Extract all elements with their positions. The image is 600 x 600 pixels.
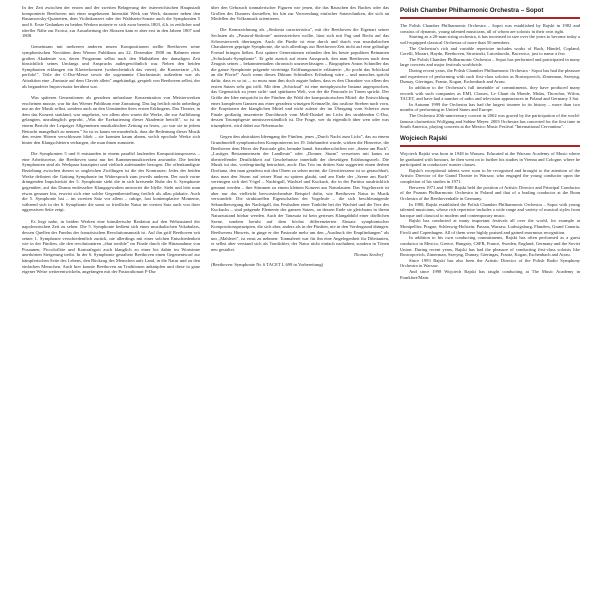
orchestra-paragraph: The Polish Chamber Philharmonic Orchestra – Sopot was established by Rajski in 1982 and consists of dynamic, young talented musicians, all of whom are soloists in their own right. (400, 23, 580, 34)
orchestra-paragraph: In Autumn 1999 the Orchestra has had the largest tournee in its history – more than two months of performing in United States and Europe. (400, 101, 580, 113)
english-biography-column (400, 5, 580, 596)
orchestra-paragraph: The Polish Chamber Philharmonic Orchestra – Sopot has performed and participated in many large concerts and major festivals worldwide. (400, 56, 580, 68)
conductor-paragraph: Wojciech Rajski was born in 1948 in Warsaw. Educated at the Warsaw Academy of Music where he graduated with honours, he then went on to further his studies in Vienna and Cologne, where he participated in conductors' master classes. (400, 150, 580, 168)
german-essay-column-2 (211, 5, 389, 596)
author-signature: Thomas Seedorf (353, 252, 383, 258)
essay-paragraph: Die Kennzeichnung als „Sinfonia caracteristica", mit der Beethoven die Eigenart seiner Sechsten als „Pastoral-Sinfonie" unterstreichen wollte, lässt sich mit Fug und Recht auf das Schwesterwerk übertragen. Auch die Fünfte ist eine durch und durch von musikalischen Charakteren geprägte Symphonie, die sich allerdings zur Beethoven-Zeit nicht auf eine geläufige Formel bringen ließen. Erst spätere Generationen erfanden den bis heute populären Beinamen „Schicksals-Symphonie". Er geht zurück auf einen Ausspruch, den man Beethoven nach dem Zeugnis seines – bekanntermaßen chronisch unzuverlässigen – Biographen Anton Schindler das die ganze Symphonie prägende viertönige Eröffnungsmotiv erläuterte: „So pocht das Schicksal an die Pforte!" Auch wenn dieses Diktum Schindlers Erfindung wäre – und manches spricht dafür, dass es so ist –, so muss man ihm doch zugute halten, dass es den Charakter vor allem des ersten Satzes sehr gut trifft. Mit dem „Schicksal" ist eine metaphysische Instanz angesprochen, das Gegenstück zu jener sicht- und spürbaren Welt, von der die Pastorale in Tönen spricht. Der Größe der Idee entspricht in der Fünften die Wahl der kompositorischen Mittel: die Entwicklung eines komplexen Ganzen aus einer geradezu winzigen Keimzelle, das rastlose Streben nach vorn, die Eruptionen der klanglichen Mittel und nicht zuletzt der im Übergang vom Scherzo zum Finale großartig inszenierte Durchbruch vom Moll-Dunkel ins Licht des strahlenden C-Dur, dessen Triumphgeste unmissverständlich ist. Die Frage, wer da eigentlich über wen oder was triumphiert, wird dabei zur Nebensache. (211, 27, 389, 129)
conductor-paragraph: In 1980, Rajski established the Polish Chamber Philharmonic Orchestra – Sopot with young talented musicians, whose rich repertoire includes a wide range and variety of musical styles from baroque and classical to modern and contemporary music. (400, 201, 580, 218)
essay-paragraph: Die Symphonien 5 und 6 entstanden in einem parallel laufenden Kompositionsprozess – eine Arbeitsweise, die Beethoven sonst nur bei Kammermusikwerken anwandte. Die beiden Symphonien sind als Werkpaar konzipiert und vielfach aufeinander bezogen. Die offenkundigste Beziehung zwischen diesen so ungleichen Zwillingen ist die des Kontrastes: Jedes der beiden Werke definiert die Gattung Symphonie im Widerspruch zum jeweils anderen. Der nach vorne drängenden Impulsivität der 5. Symphonie steht die in sich kreisende Ruhe der 6. Symphonie gegenüber, auf das Drama entfesselter Klangsgewalten antwortet die Idylle. Sieht und hört man etwas genauer hin, erweist sich eine solche Gegenüberstellung freilich als allzu plakativ. Auch die 5. Symphonie hat – im zweiten Satz vor allem – ruhige, fast kontemplative Momente, während sich in der 6. Symphonie die sonst so friedliche Natur im vierten Satz auch von ihrer aggressiven Seite zeigt. (22, 151, 200, 213)
conductor-paragraph: Rajski has conducted at many important festivals all over the world, for example at Montpellier, Prague, Schleswig-Holstein, Passau, Warsaw, Ludwigsburg, Flanders, Grand Canaria, Fivoli and Copenhagen. All of them were highly praised and gained enormous recognition. (400, 218, 580, 235)
german-essay-column-1 (22, 5, 200, 596)
heading-rule (400, 145, 580, 147)
recording-footnote: (Beethoven: Symphonie Nr. 6 TACET L 699 in Vorbereitung) (211, 262, 324, 268)
essay-paragraph: Gegen den abstrakten Ideengang der Fünften, jenes „Durch Nacht zum Licht", das zu einem Grundmodell symphonischen Komponierens im 19. Jahrhundert wurde, wirken die Hinweise, die Beethoven dem Hörer der Pastorale gibt, beinahe banal. Satzüberschriften wie „Szene am Bach", „Lustiges Beisammensein der Landleute" oder „Donner. Sturm" verweisen mit kaum zu übertreffender Deutlichkeit auf Geschehnisse innerhalb der dieseitigen Erfahrungswelt. Die Musik tut das, vordergründig betrachtet, auch: Das Trio im dritten Satz suggeriert einen derben Dorftanz, den man geradezu mit den Ohren zu sehen meint; die Gewitterszene ist so getauchhaft, dass man den Sturm auf seiner Haut zu spüren glaubt, und am Ende der „Szene am Bach" vereinigen sich drei Vögel – Nachtigall, Wachtel und Kuckuck, die in der Partitur ausdrücklich genannt werden – ihre Stimmen zu einem kleinen Konzert aus Naturlauten. Das Vogelterzett ist aber nur das vielleicht hervorstechendste Beispiel dafür, wie Beethoven Natur in Musik verwandelt: Die strukturellen Eigenschaften der Vogelrufe – die sich beschleunigende Sekundbewegung der Nachtigall, das Festhalten einer Tonhöhe bei der Wachtel und die Terz des Kuckucks – sind prägende Elemente des ganzen Satzes, an dessen Ende sie gleichsam in ihrem Naturzustand hörbar werden. Auch der Tanzsatz ist kein getreues Klangabbild einer dörflichen Szene, sondern beruht auf dem höchst differenzierten Einsatz symphonischer Kompositionsprinzipien, die sich aber, anders als in der Fünften, nie in den Vordergrund drängen. Beethovens Hinweis, in ginge er der Pastorale mehr um den „Ausdruck der Empfindungen" als um „Mahlerei", ist ernst zu nehmen: Tonmalerei war für ihn eine Angelegenheit für Dilettanten, er selbst aber verstand sich als Tondichter, der Natur nicht einfach nachahmt, sondern in Tönen neu gestaltet. (211, 134, 389, 252)
conductor-paragraph: In addition to his own conducting commitments, Rajski has often performed as a guest conductor in Mexico, Greece, Hungary, CSFR, France, Sweden, England, Germany and the Soviet Union. During recent years, Rajski has had the pleasure of conducting first-class soloists like Rostropovich, Zimerman, Szeryng, Dumay, Gieringas, Frantz, Kogan, Eschenbach and Arrau. (400, 235, 580, 258)
orchestra-heading: Polish Chamber Philharmonic Orchestra – Sopot (400, 7, 544, 14)
orchestra-paragraph: The Orchestra 20th-anniversary concert in 2002 was graced by the participation of the world-famous clarinettists Wolfgang and Sabine Meyer. 2003 Orchestra has concerted for the first time in South America, playing concerts at the Mexico Music Festival "International Cervantino". (400, 113, 580, 130)
conductor-paragraph: And since 1998 Wojciech Rajski has taught conducting at The Music Academy in Frankfurt/Main. (400, 269, 580, 280)
essay-paragraph: Gemeinsam mit mehreren anderen neuen Kompositionen stellte Beethoven seine symphonischen Novitäten dem Wiener Publikum am 22. Dezember 1808 im Rahmen einer großen Akademie vor, deren Programm selbst nach den Maßstäben der damaligen Zeit hinsichtlich seines Umfangs und Anspruchs außergewöhnlich war. Neben den beiden Symphonien erklangen ein Klavierkonzert (wahrscheinlich das vierte), die Konzertarie „Ah, perfido!", Teile der C-Dur-Messe sowie die sogenannte Chorfantasie; außerdem war als Attraktion eine „Fantasie auf dem Claviér allein" angekündigt, gespielt von Beethoven selbst, der als begnadeter Improvisator berühmt war. (22, 44, 200, 89)
orchestra-paragraph: During recent years, the Polish Chamber Philharmonic Orchestra - Sopot has had the pleasure and experience of performing with such first-class soloists as Rostropovich, Zimerman, Szeryng, Dumay, Gieringas, Frantz, Kogan, Eschenbach and Arrau. (400, 68, 580, 85)
essay-paragraph: Was späteren Generationen als geradezu unfassbare Konzentration von Meisterwerken erscheinen musste, war für das Wiener Publikum eine Zumutung. Das lag freilich nicht unbedingt nur an der Musik selbst, sondern auch an den Umständen ihres ersten Erklingens. Das Theater, in dem das Konzert stattfand, war ungeheizt, vor allem aber waren die Werke, die zur Aufführung gelangten, unzulänglich geprobt. „Was die Exekutierung dieser Akademie betrifft", so ist in einem Bericht der Leipziger Allgemeinen musikalischen Zeitung zu lesen, „so war sie in jedem Betracht mangelhaft zu nennen." So ist es kaum verwunderlich, dass die Bedeutung dieser Musik den ersten Hörern verschlossen blieb – sie konnten kaum ahnen, welch epochale Werke sich hinter den Klangschleiern verbargen, die man ihnen zumutete. (22, 94, 200, 145)
conductor-paragraph: Between 1971 and 1980 Rajski held the position of Artistic Director and Principal Conductor of the Poznan Philharmonic Orchestra in Poland and that of a leading conductor at the Bonn Orchestra of the Beethovenhalle in Germany. (400, 184, 580, 201)
orchestra-paragraph: In addition to the Orchestra's full timetable of commitments, they have produced many records with such companies as EMI, Classes, Le Chant du Monde, Midas, Thorofon, Wifon, TACET, and have had a number of radio and television appearances in Poland and Germany 3 Sat. (400, 84, 580, 102)
conductor-heading: Wojciech Rajski (400, 134, 447, 142)
conductor-paragraph: Rajski's exceptional talents were soon to be recognised and brought to the attention of the Artistic Director of the Grand Theatre in Warsaw, who engaged the young conductor upon the completion of his studies in 1971. (400, 167, 580, 184)
essay-paragraph: In der Zeit zwischen der ersten und der zweiten Belagerung der österreichischen Hauptstadt komponierte Beethoven mit einer ungeheuren Intensität Werk um Werk, darunter neben den Rasumowsky-Quartetten, dem Violinkonzert oder der Waldstein-Sonate auch die Symphonien 5 und 6. Erste Gedanken zu beiden Werken notierte er sich zwar bereits 1803, d.h. in zeitlicher und ideeller Nähe zur Eroica, zur Ausarbeitung der Skizzen kam er aber erst in den Jahren 1807 und 1808. (22, 5, 200, 39)
orchestra-paragraph: The Orchestra's rich and variable repertoire includes works of Bach, Händel, Copland, Corelli, Mozart, Haydn, Beethoven, Stravinski, Lutosławski, Bacewicz, just to name a few. (400, 45, 580, 57)
conductor-heading-block (400, 135, 580, 147)
conductor-paragraph: Since 1993 Rajski has also been the Artistic Director of the Polish Radio Symphony Orchestra in Warsaw. (400, 257, 580, 269)
essay-paragraph: Es liegt nahe, in beiden Werken eine künstlerische Reaktion auf den Weltzustand der napoleonischen Zeit zu sehen. Die 5. Symphonie bedient sich eines musikalischen Vokabulars, dessen Quellen der Fundus der französischen Revolutionsmusik ist. Auf ihn griff Beethoven seit seiner 1. Symphonie verschiedentlich zurück, nie allerdings mit einer solchen Entschiedenheit wie in der Fünften, die den revolutionären „élan terrible" im Finale durch die Hinzunahme von Posaunen, Piccoloflöte und Kontrafagott auch klanglich zu einer bis dahin im Wortsinne unerhörten Steigerung treibt. In der 6. Symphonie gestaltete Beethoven einen Gegenentwurf zur kämpferischen Seite des Lebens, den Rückzug des Menschen aufs Land, in die Natur und zu den einfachen Menschen. Auch hier konnte Beethoven an Traditionen anknüpfen und diese in ganz eigener Weise weiterentwickeln, angefangen mit der Pastoraltonart F-Dur (22, 218, 200, 275)
orchestra-paragraph: Starting as a 20-man string orchestra, it has increased in size over the years to become today a well-equipped classical Orchestra of more than 50 members. (400, 34, 580, 45)
heading-rule (400, 17, 580, 19)
essay-paragraph: über den Gebrauch tonmalerischer Figuren wie jenen, die das Rauschen des Baches oder das Grollen des Donners darstellen, bis hin zur Verwendung einfacher Satztechniken, die sich an Modellen der Volksmusik orientieren. (211, 5, 389, 22)
